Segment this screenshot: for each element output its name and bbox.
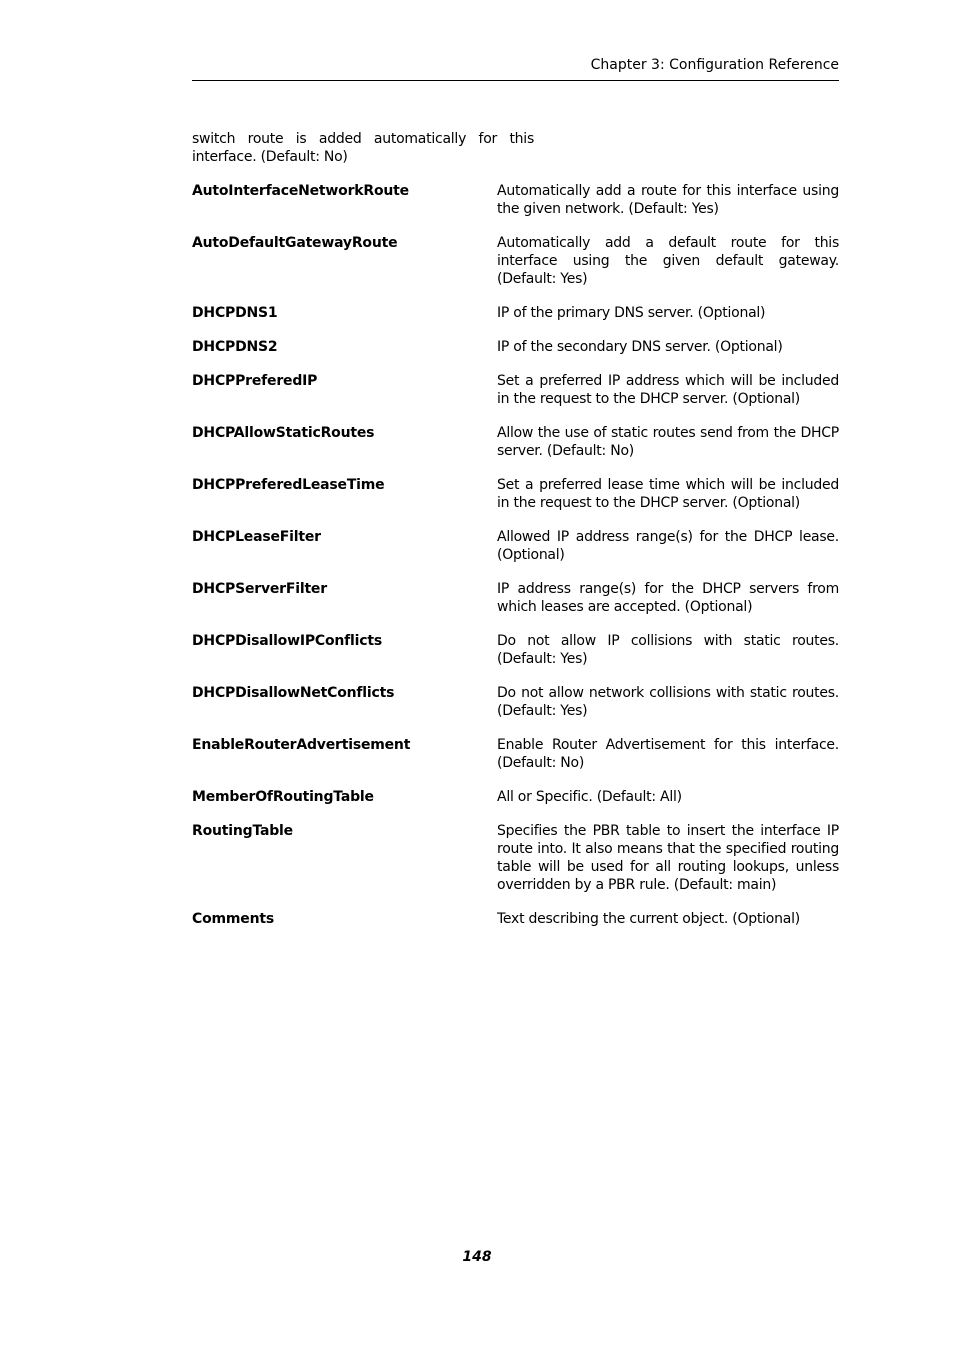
parameter-row — [192, 476, 839, 512]
parameter-description: Automatically add a route for this interface using the given network. (Default: Yes) — [497, 183, 839, 217]
parameter-description: Do not allow IP collisions with static routes. (Default: Yes) — [497, 633, 839, 667]
parameter-name: DHCPServerFilter — [192, 581, 327, 597]
parameter-row — [192, 130, 839, 166]
parameter-row — [192, 234, 839, 288]
parameter-description: Enable Router Advertisement for this interface. (Default: No) — [497, 737, 839, 771]
parameter-row — [192, 372, 839, 408]
parameter-name: Comments — [192, 911, 274, 927]
parameter-name: DHCPLeaseFilter — [192, 529, 321, 545]
parameter-description: Set a preferred lease time which will be included in the request to the DHCP server. (Optional) — [497, 477, 839, 511]
parameter-name: DHCPPreferedLeaseTime — [192, 477, 385, 493]
parameter-name: DHCPDNS1 — [192, 305, 278, 321]
parameter-description: Text describing the current object. (Optional) — [497, 911, 800, 927]
parameter-row — [192, 910, 839, 928]
parameter-row — [192, 788, 839, 806]
parameter-list — [192, 130, 839, 944]
parameter-name: RoutingTable — [192, 823, 293, 839]
parameter-row — [192, 632, 839, 668]
parameter-row — [192, 304, 839, 322]
parameter-row — [192, 580, 839, 616]
chapter-title: Chapter 3: Configuration Reference — [590, 57, 839, 73]
running-header — [192, 55, 839, 81]
parameter-name: DHCPDisallowNetConflicts — [192, 685, 395, 701]
parameter-row — [192, 424, 839, 460]
parameter-description: Do not allow network collisions with static routes. (Default: Yes) — [497, 685, 839, 719]
parameter-name: EnableRouterAdvertisement — [192, 737, 411, 753]
page-number: 148 — [462, 1249, 492, 1265]
parameter-description: IP address range(s) for the DHCP servers from which leases are accepted. (Optional) — [497, 581, 839, 615]
parameter-row — [192, 528, 839, 564]
parameter-description: Allowed IP address range(s) for the DHCP lease. (Optional) — [497, 529, 839, 563]
parameter-description: All or Specific. (Default: All) — [497, 789, 682, 805]
parameter-name: DHCPDNS2 — [192, 339, 278, 355]
parameter-name: AutoDefaultGatewayRoute — [192, 235, 398, 251]
parameter-description: Allow the use of static routes send from the DHCP server. (Default: No) — [497, 425, 839, 459]
parameter-description: Specifies the PBR table to insert the interface IP route into. It also means that the specified routing table will be used for all routing lookups, unless overridden by a PBR rule. (Default: main) — [497, 823, 839, 893]
parameter-description: Set a preferred IP address which will be included in the request to the DHCP server. (Optional) — [497, 373, 839, 407]
parameter-name: DHCPDisallowIPConflicts — [192, 633, 382, 649]
parameter-description: IP of the secondary DNS server. (Optional) — [497, 339, 783, 355]
parameter-name: AutoInterfaceNetworkRoute — [192, 183, 409, 199]
parameter-name: DHCPPreferedIP — [192, 373, 318, 389]
parameter-description: switch route is added automatically for this interface. (Default: No) — [192, 131, 534, 165]
parameter-description: Automatically add a default route for this interface using the given default gateway. (Default: Yes) — [497, 235, 839, 287]
parameter-row — [192, 822, 839, 894]
parameter-row — [192, 338, 839, 356]
parameter-name: MemberOfRoutingTable — [192, 789, 374, 805]
parameter-name: DHCPAllowStaticRoutes — [192, 425, 375, 441]
parameter-description: IP of the primary DNS server. (Optional) — [497, 305, 766, 321]
parameter-row — [192, 684, 839, 720]
parameter-row — [192, 736, 839, 772]
parameter-row — [192, 182, 839, 218]
